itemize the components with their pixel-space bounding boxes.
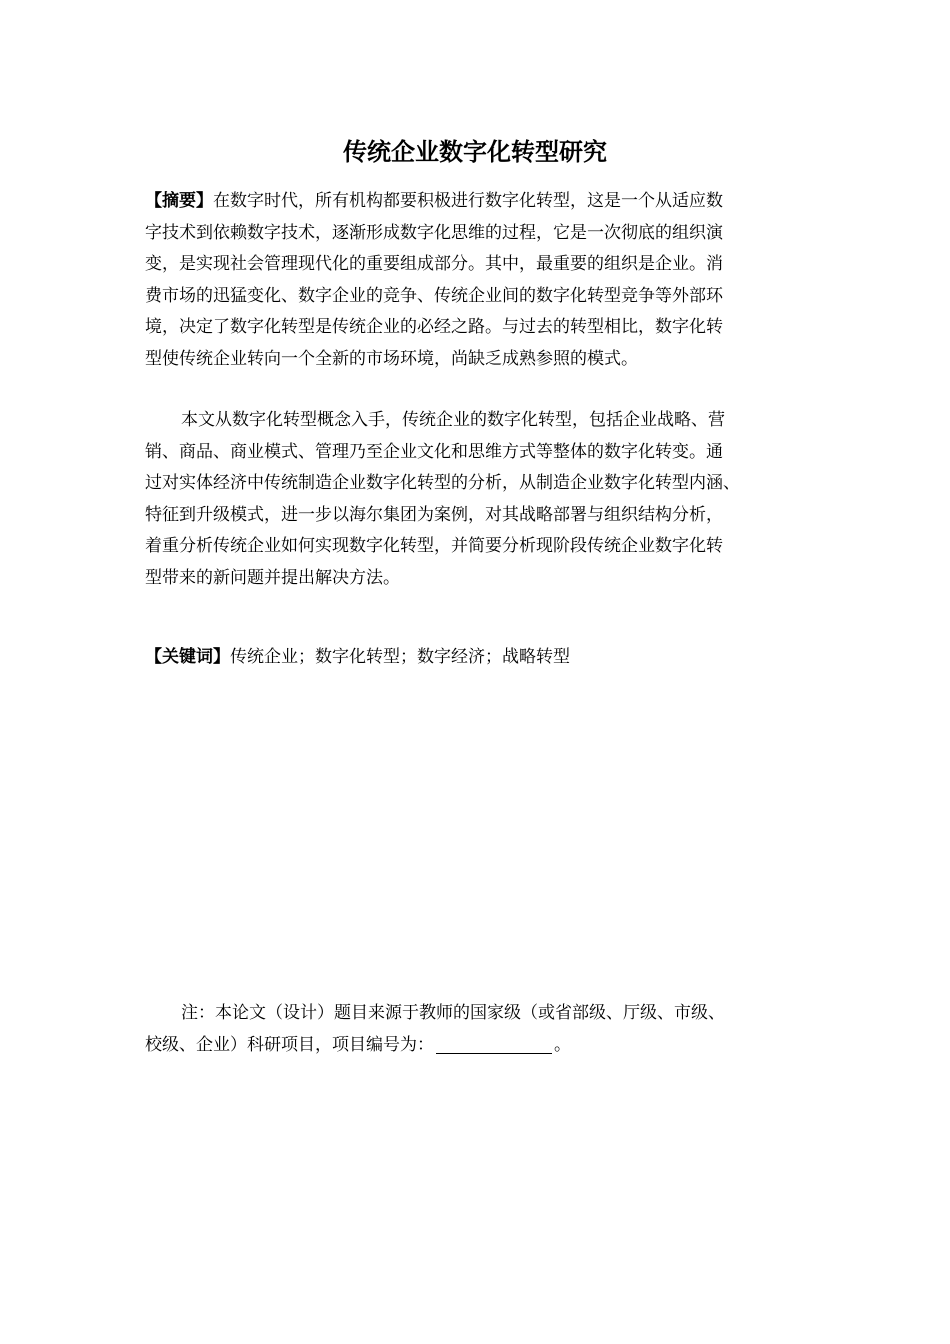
body-line: 着重分析传统企业如何实现数字化转型，并简要分析现阶段传统企业数字化转 xyxy=(145,536,723,556)
keywords-label: 【关键词】 xyxy=(145,647,230,667)
abstract-line: 费市场的迅猛变化、数字企业的竞争、传统企业间的数字化转型竞争等外部环 xyxy=(145,285,723,306)
body-line: 本文从数字化转型概念入手，传统企业的数字化转型，包括企业战略、营 xyxy=(181,410,725,430)
keywords-text: 传统企业；数字化转型；数字经济；战略转型 xyxy=(230,647,570,667)
note-line: 注：本论文（设计）题目来源于教师的国家级（或省部级、厅级、市级、 xyxy=(181,1003,725,1023)
body-line: 特征到升级模式，进一步以海尔集团为案例，对其战略部署与组织结构分析， xyxy=(145,504,723,525)
project-number-blank[interactable] xyxy=(436,1033,552,1054)
body-line: 过对实体经济中传统制造企业数字化转型的分析，从制造企业数字化转型内涵、 xyxy=(145,473,740,493)
abstract-line: 变，是实现社会管理现代化的重要组成部分。其中，最重要的组织是企业。消 xyxy=(145,254,723,274)
abstract-line xyxy=(145,186,815,218)
keywords-line xyxy=(145,642,815,674)
keywords-section xyxy=(145,642,815,674)
abstract-text: 在数字时代，所有机构都要积极进行数字化转型，这是一个从适应数 xyxy=(213,191,723,211)
body-paragraph xyxy=(145,405,815,594)
body-line: 销、商品、商业模式、管理乃至企业文化和思维方式等整体的数字化转变。通 xyxy=(145,441,723,462)
note-text: 校级、企业）科研项目，项目编号为： xyxy=(145,1034,434,1055)
abstract-section xyxy=(145,186,815,375)
abstract-line: 字技术到依赖数字技术，逐渐形成数字化思维的过程，它是一次彻底的组织演 xyxy=(145,222,723,243)
abstract-line: 型使传统企业转向一个全新的市场环境，尚缺乏成熟参照的模式。 xyxy=(145,348,638,369)
body-line: 型带来的新问题并提出解决方法。 xyxy=(145,567,400,588)
page-title: 传统企业数字化转型研究 xyxy=(343,138,607,166)
note-end: 。 xyxy=(554,1034,571,1055)
abstract-line: 境，决定了数字化转型是传统企业的必经之路。与过去的转型相比，数字化转 xyxy=(145,317,723,337)
abstract-label: 【摘要】 xyxy=(145,191,213,211)
note-line xyxy=(145,1030,815,1062)
footnote-section xyxy=(145,998,815,1061)
